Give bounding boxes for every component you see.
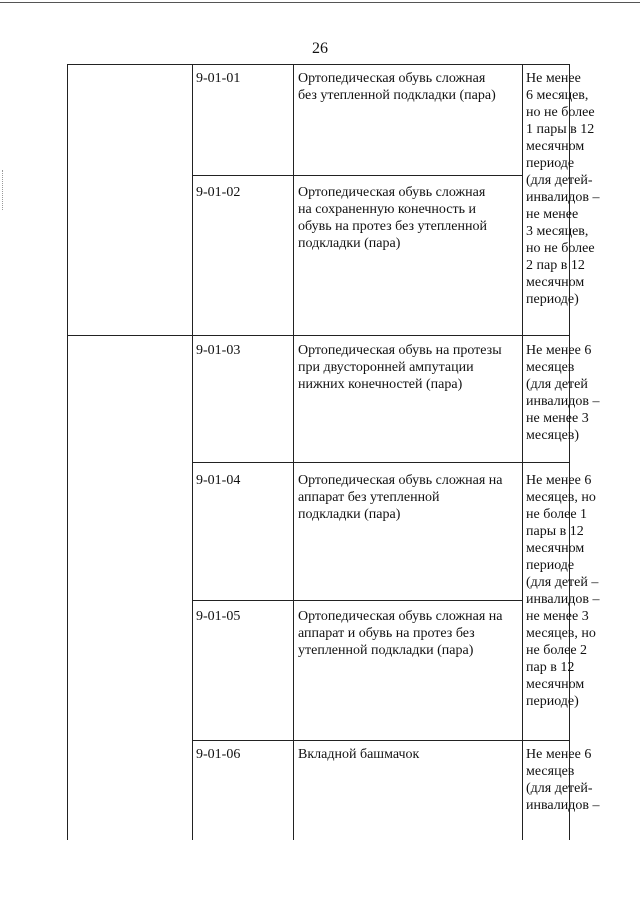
row-code: 9-01-04 xyxy=(196,473,241,488)
row-code: 9-01-06 xyxy=(196,747,241,762)
term-cell: Не менее 6 месяцев (для детей- инвалидов – xyxy=(526,747,600,813)
column-border xyxy=(67,64,68,840)
row-code: 9-01-05 xyxy=(196,609,241,624)
column-border xyxy=(293,64,294,840)
row-divider xyxy=(192,175,522,176)
row-divider xyxy=(192,462,570,463)
term-cell: Не менее 6 месяцев, но не более 1 пары в 12 месячном периоде (для детей- инвалидов – не менее 3 месяцев, но не более 2 пар в 12 месячном периоде) xyxy=(526,71,600,307)
term-cell: Не менее 6 месяцев, но не более 1 пары в 12 месячном периоде (для детей – инвалидов – не менее 3 месяцев, но не более 2 пар в 12 месячном периоде) xyxy=(526,473,600,709)
page-number: 26 xyxy=(312,40,328,57)
row-name: Ортопедическая обувь сложная на сохраненную конечность и обувь на протез без утепленной подкладки (пара) xyxy=(298,185,487,251)
row-name: Вкладной башмачок xyxy=(298,747,420,762)
row-name: Ортопедическая обувь сложная на аппарат без утепленной подкладки (пара) xyxy=(298,473,503,522)
row-divider xyxy=(192,740,570,741)
term-cell: Не менее 6 месяцев (для детей инвалидов – не менее 3 месяцев) xyxy=(526,343,600,443)
row-code: 9-01-03 xyxy=(196,343,241,358)
row-divider xyxy=(192,600,522,601)
table-border-top xyxy=(67,64,570,65)
row-divider xyxy=(67,335,570,336)
scan-edge-mark xyxy=(2,170,3,210)
column-border xyxy=(522,64,523,840)
row-code: 9-01-02 xyxy=(196,185,241,200)
row-name: Ортопедическая обувь сложная без утепленной подкладки (пара) xyxy=(298,71,496,103)
scan-top-edge xyxy=(0,2,640,3)
row-name: Ортопедическая обувь сложная на аппарат и обувь на протез без утепленной подкладки (пара) xyxy=(298,609,503,658)
row-name: Ортопедическая обувь на протезы при двусторонней ампутации нижних конечностей (пара) xyxy=(298,343,502,392)
row-code: 9-01-01 xyxy=(196,71,241,86)
column-border xyxy=(192,64,193,840)
